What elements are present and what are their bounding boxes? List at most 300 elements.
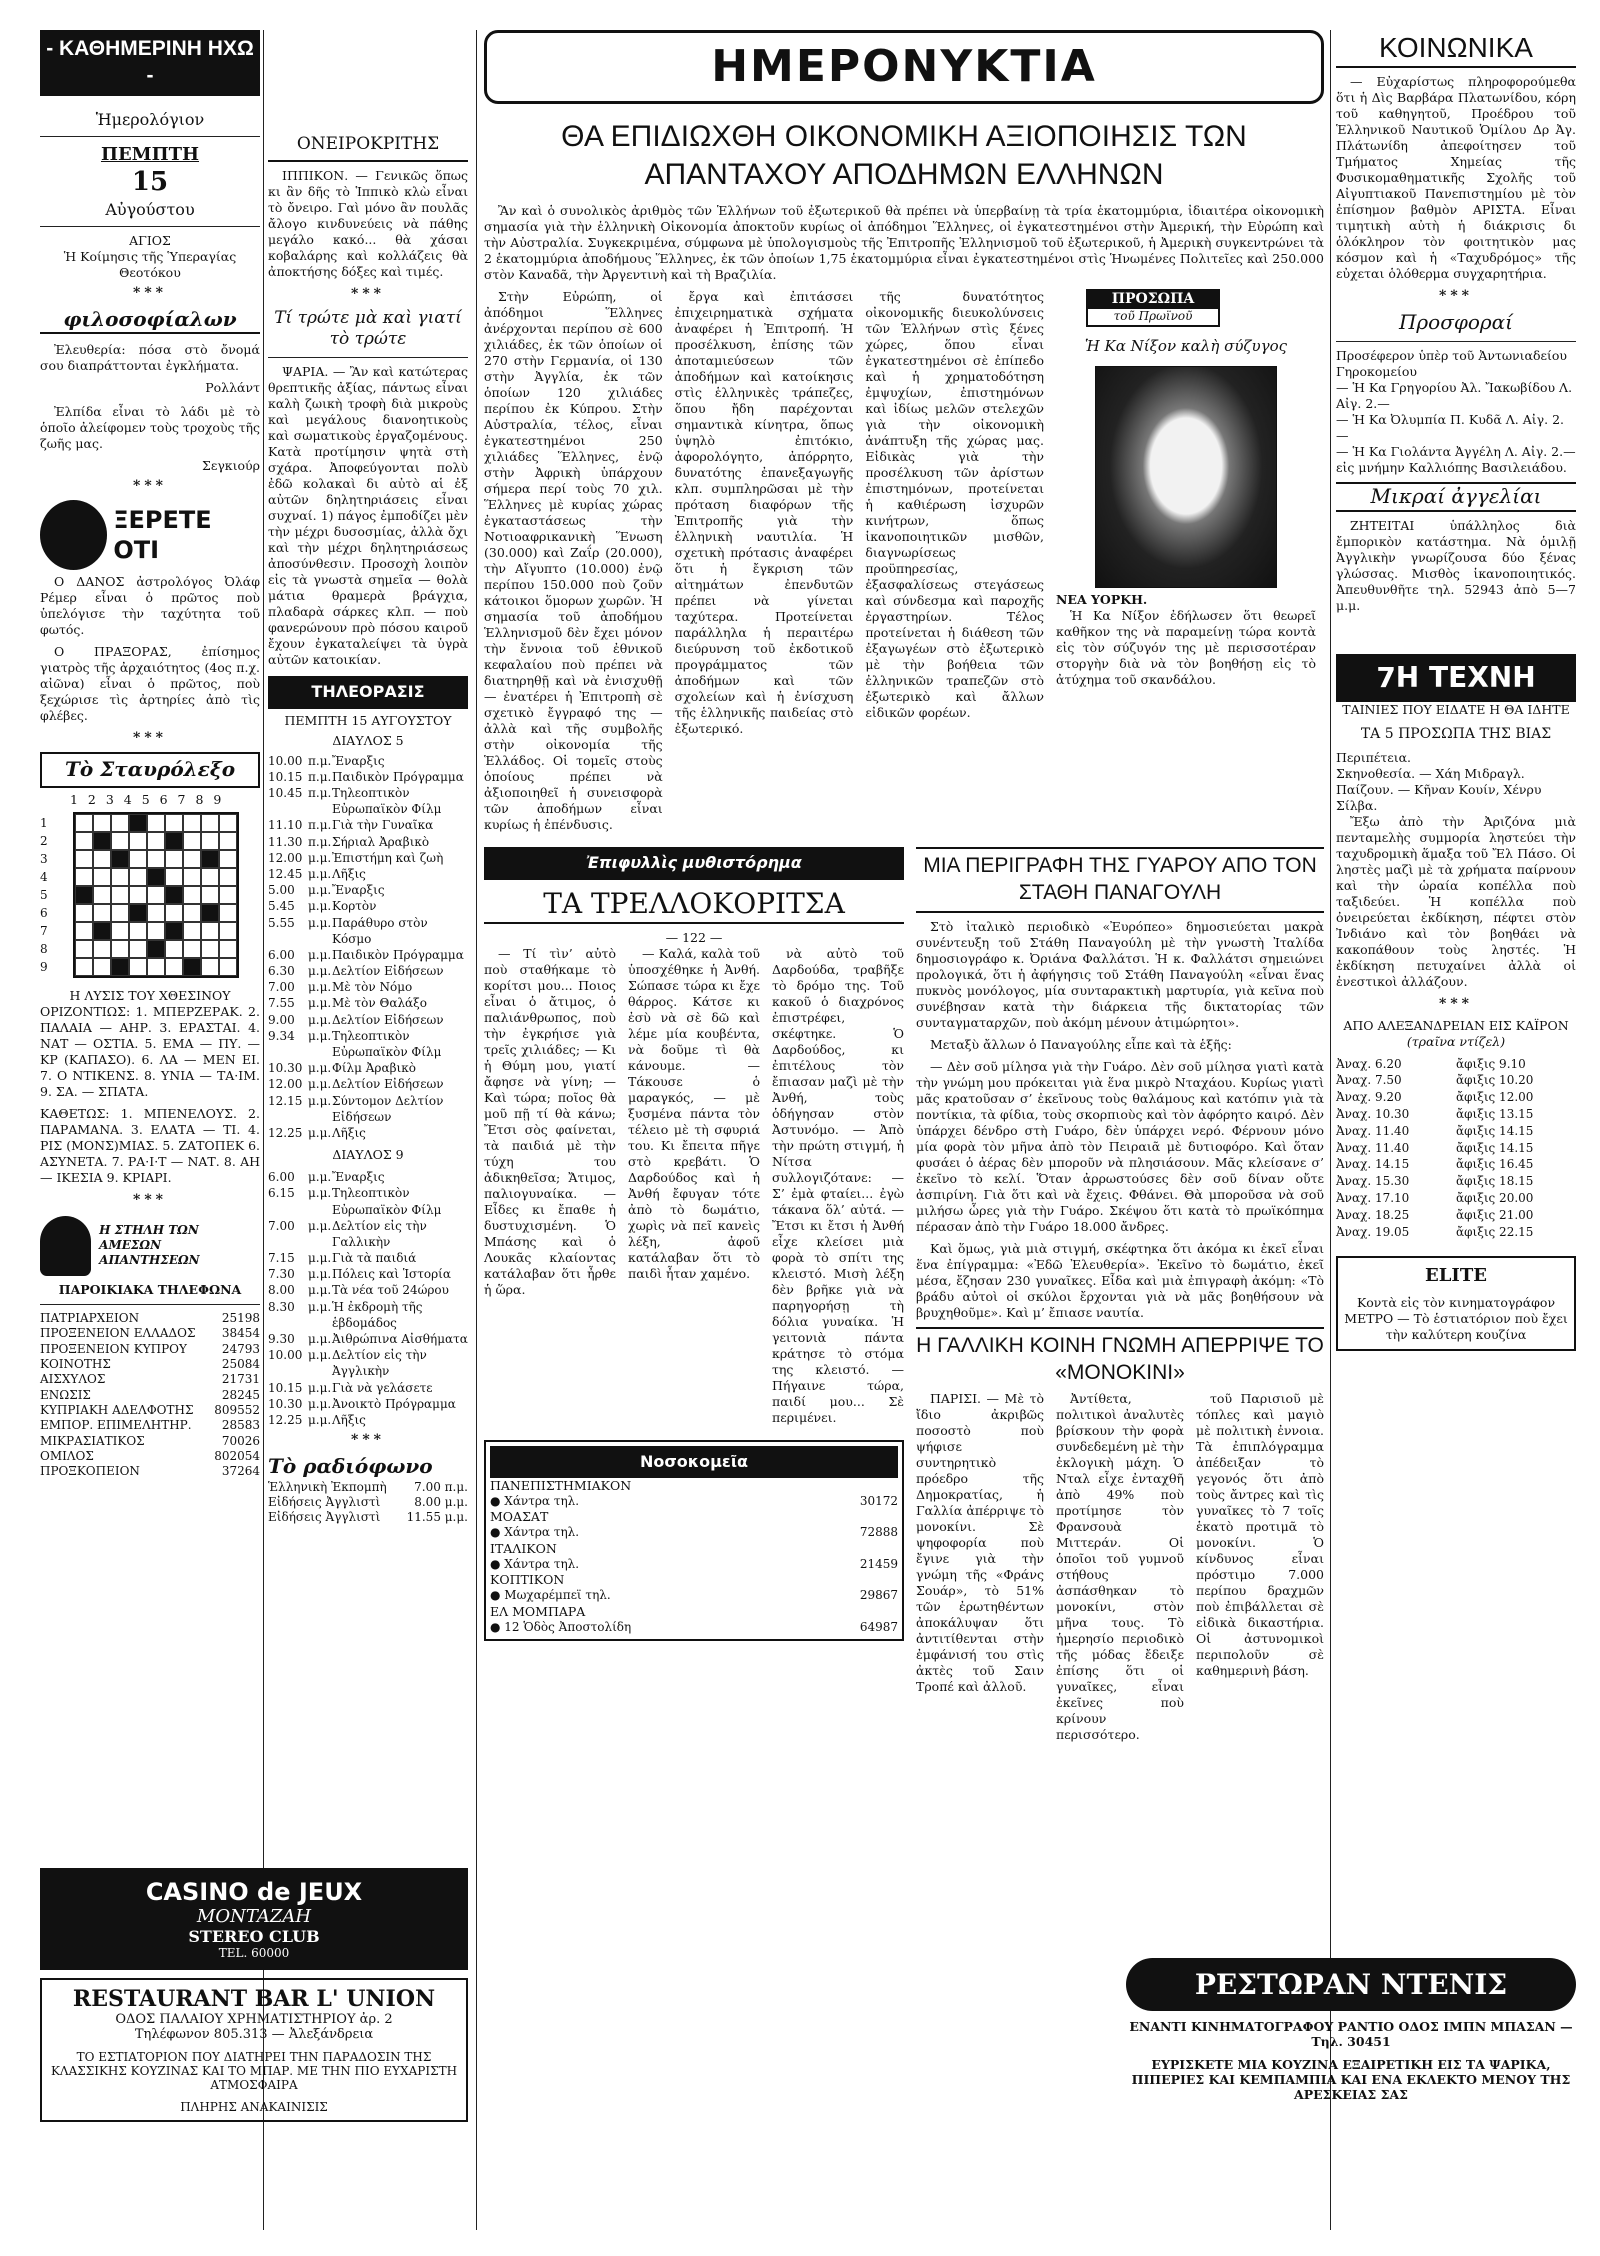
- tv-time: 5.45: [268, 899, 295, 914]
- radio-list: [268, 1480, 468, 1526]
- phone-name: ΑΙΣΧΥΛΟΣ: [40, 1372, 106, 1387]
- train-departure: Ἀναχ. 7.50: [1336, 1073, 1402, 1088]
- tv-time: 12.25: [268, 1412, 303, 1427]
- hospital-row: [490, 1557, 898, 1572]
- tv-program: Ἀνοικτὸ Πρόγραμμα: [332, 1396, 456, 1411]
- casino-line-2: MONTAZAH: [196, 1906, 312, 1927]
- crossword-cell: [129, 904, 147, 922]
- elite-ad: [1336, 1256, 1576, 1351]
- crossword-cell: [219, 904, 237, 922]
- tv-time: 12.25: [268, 1125, 303, 1140]
- crossword-solution-title: Η ΛΥΣΙΣ ΤΟΥ ΧΘΕΣΙΝΟΥ: [69, 987, 231, 1003]
- train-row: [1336, 1140, 1576, 1157]
- tv-program: Τηλεοπτικὸν Εὐρωπαϊκὸν Φίλμ: [332, 1186, 442, 1217]
- casino-tel: TEL. 60000: [218, 1946, 290, 1960]
- hospital-row: [490, 1494, 898, 1509]
- main-article-col-1: Στὴν Εὐρώπη, οἱ ἀπόδημοι Ἕλληνες ἀνέρχονται περίπου σὲ 600 χιλιάδες, ἐκ τῶν ὁποίων οἱ 270 στὴν Γερμανία, οἱ 130 στὴν Ἀγγλία, ἐκ τῶν ὁποίων 120 χιλιάδες περίπου ἐκ Κύπρου. Στὴν Αὐστραλία, τέλος, εἶναι ἐγκατεστημένοι 250 χιλιάδες Ἕλληνες, ἐνῷ στὴν Ἀφρικὴ ὑπάρχουν σήμερα περί τοὺς 70 χιλ. Ἕλληνες μὲ κυρίας χώρας ἐγκαταστάσεως τὴν Νοτιοαφρικανικὴ Ἕνωση (30.000) καὶ Ζαΐρ (20.000), τὴν Αἴγυπτο (10.000) ἐνῷ περίπου 150.000 ποὺ ζοῦν κάτοικοι ὅμορων χωρῶν. Ἡ σημασία τοῦ ἀποδήμου Ἑλληνισμοῦ δὲν ἔχει μόνον τὴν ἔννοια τοῦ ἐθνικοῦ κεφαλαίου ποὺ πρέπει νὰ διατηρηθῇ καὶ νὰ ἐνισχυθῇ — ἐνατέρει ἡ Ἐπιτροπὴ σὲ σχετικὸ ἔγγραφό της — ἀλλὰ καὶ τῆς συμβολῆς στὴν οἰκονομία τῆς Ἑλλάδος. Οἱ τομεῖς στοὺς ὁποίους πρέπει νὰ ἀξιοποιηθεῖ ἡ συνεισφορὰ τῶν ἀποδήμων εἶναι κυρίως ἡ ἐπένδυσις.: [484, 289, 663, 833]
- tv-ampm: μ.μ.: [308, 1267, 332, 1282]
- crossword-cell: [75, 868, 93, 886]
- separator-stars: ***: [133, 730, 167, 747]
- dream-interpreter-text: ΙΠΠΙΚΟΝ. — Γενικῶς ὅπως κι ἂν δῆς τὸ Ἱππικὸ κλὼ εἶναι τὸ ὄνειρο. Γαὶ μόνο ἂν πουλᾶς ἄλογο κινδυνεύεις νὰ πάθης μεγάλο κακό... θὰ χάσαι κοβαλάρης καὶ κολλάζεις θὰ ἀποκτήσης δόξες καὶ τιμές.: [268, 167, 468, 279]
- tv-program: Δελτίον Εἰδήσεων: [332, 1077, 444, 1092]
- train-row: [1336, 1072, 1576, 1089]
- phone-row: [40, 1418, 260, 1433]
- train-departure: Ἀναχ. 11.40: [1336, 1140, 1410, 1155]
- crossword-cell: [183, 814, 201, 832]
- train-arrival: ἄφιξις 18.15: [1456, 1174, 1534, 1189]
- phone-box: [40, 1216, 260, 1276]
- tv-row: [268, 1093, 468, 1125]
- tv-ampm: μ.μ.: [308, 850, 332, 865]
- nyc-dateline: ΝΕΑ ΥΟΡΚΗ.: [1056, 591, 1148, 607]
- tv-row: [268, 1396, 468, 1412]
- crossword-cell: [165, 958, 183, 976]
- tv-time: 7.00: [268, 980, 295, 995]
- crossword-down: ΚΑΘΕΤΩΣ: 1. ΜΠΕΝΕΛΟΥΣ. 2. ΠΑΡΑΜΑΝΑ. 3. ΕΛΑΤΑ — ΤΙ. 4. ΡΙΣ (ΜΟΝΣ)ΜΙΑΣ. 5. ΖΑΤΟΠΕΚ 6. ΑΣΥΝΕΤΑ. 7. ΡΑ·Ι·Τ — ΝΑΤ. 8. ΑΗ — ΙΚΕΣΙΑ 9. ΚΡΙΑΡΙ.: [40, 1105, 260, 1185]
- crossword-cell: [165, 832, 183, 850]
- tv-time: 9.34: [268, 1028, 295, 1043]
- tv-program: Φίλμ Ἀραβικὸ: [332, 1061, 416, 1076]
- tv-time: 8.30: [268, 1299, 295, 1314]
- crossword-cell: [219, 832, 237, 850]
- hospital-phone: 29867: [859, 1588, 898, 1603]
- hospital-phone: 21459: [859, 1556, 898, 1571]
- tv-program: Λῆξις: [332, 1125, 366, 1140]
- tv-ampm: μ.μ.: [308, 883, 332, 898]
- crossword-cell: [129, 850, 147, 868]
- phone-name: ΟΜΙΛΟΣ: [40, 1449, 94, 1464]
- tv-time: 12.00: [268, 1077, 303, 1092]
- tv-ampm: μ.μ.: [308, 1218, 332, 1233]
- train-row: [1336, 1173, 1576, 1190]
- train-row: [1336, 1056, 1576, 1073]
- tv-row: [268, 1250, 468, 1266]
- tv-time: 7.55: [268, 996, 295, 1011]
- restaurant-union-address: ΟΔΟΣ ΠΑΛΑΙΟΥ ΧΡΗΜΑΤΙΣΤΗΡΙΟΥ ἀρ. 2: [115, 2012, 393, 2027]
- tv-ampm: μ.μ.: [308, 1412, 332, 1427]
- hospitals-box: [484, 1440, 904, 1641]
- train-departure: Ἀναχ. 18.25: [1336, 1207, 1410, 1222]
- crossword-cell: [93, 850, 111, 868]
- crossword-row-number: 6: [40, 905, 48, 920]
- crossword-cell: [147, 814, 165, 832]
- crossword-cell: [111, 904, 129, 922]
- tv-row: [268, 1380, 468, 1396]
- train-row: [1336, 1123, 1576, 1140]
- phone-row: [40, 1372, 260, 1387]
- social-heading: ΚΟΙΝΩΝΙΚΑ: [1336, 30, 1576, 68]
- crossword-cell: [93, 886, 111, 904]
- quote-2: Ἐλπίδα εἶναι τὸ λάδι μὲ τὸ ὁποῖο ἀλείφομεν τοὺς τροχοὺς τῆς ζωῆς μας.: [40, 404, 260, 452]
- gyaros-headline: ΜΙΑ ΠΕΡΙΓΡΑΦΗ ΤΗΣ ΓΥΑΡΟΥ ΑΠΟ ΤΟΝ ΣΤΑΘΗ ΠΑΝΑΓΟΥΛΗ: [916, 847, 1324, 913]
- elite-text: Κοντὰ εἰς τὸν κινηματογράφον ΜΕΤΡΟ — Τὸ ἑστιατόριον ποὺ ἔχει τὴν καλύτερη κουζίνα: [1344, 1295, 1568, 1343]
- tv-program: Γιὰ τὴν Γυναῖκα: [332, 818, 434, 833]
- crossword-column-numbers: 1 2 3 4 5 6 7 8 9: [70, 791, 225, 807]
- train-heading: ΑΠΟ ΑΛΕΞΑΝΔΡΕΙΑΝ ΕΙΣ ΚΑΪΡΟΝ: [1343, 1017, 1569, 1033]
- calendar-number: 15: [131, 167, 169, 198]
- phone-number: 25198: [221, 1310, 260, 1325]
- classifieds-heading: Μικραί ἀγγελίαι: [1336, 482, 1576, 512]
- radio-row: [268, 1480, 468, 1495]
- film-actors: Παίζουν. — Κῆναν Κουίν, Χένρυ Σίλβα.: [1336, 781, 1542, 813]
- tv-program: Μὲ τὸν Θαλάξο: [332, 996, 427, 1011]
- tv-time: 10.30: [268, 1396, 303, 1411]
- prosopa-heading: ΠΡΟΣΩΠΑ: [1088, 291, 1218, 309]
- crossword-cell: [93, 922, 111, 940]
- tv-row: [268, 1347, 468, 1379]
- column-right: ΚΟΙΝΩΝΙΚΑ — Εὐχαρίστως πληροφορούμεθα ὅτι ἡ Δὶς Βαρβάρα Πλατωνίδου, κόρη τοῦ καθηγητοῦ, Προέδρου τοῦ Ἑλληνικοῦ Ναυτικοῦ Ὁμίλου Δρ Ἀγ. Πλάτωνίδη ἀπεφοίτησεν τοῦ Τμήματος Χημείας τῆς Φυσικομαθηματικῆς Σχολῆς τοῦ Αἰγυπτιακοῦ Πανεπιστημίου μὲ τὸν ἐπίσημον βαθμὸν ΑΡΙΣΤΑ. Εἶναι τιμητικὴ αὐτὴ ἡ διάκρισις δι ὁλόκληρον τὸν φοιτητικὸν μας κόσμον καὶ ἡ «Ταχυδρόμος» τῆς εὐχεται ὁλόθερμα συγχαρητήρια. *** Προσφοραί Προσέφερον ὑπὲρ τοῦ Ἀντωνιαδείου Γηροκομείου — Ἡ Κα Γρηγορίου Ἀλ. Ἴακωβίδου Λ. Αἰγ. 2.— — Ἡ Κα Ὀλυμπία Π. Κυδᾶ Λ. Αἰγ. 2.— — Ἡ Κα Γιολάντα Ἀγγέλη Λ. Αἰγ. 2.— εἰς μνήμην Καλλιόπης Βασιλειάδου. Μικραί ἀγγελίαι ΖΗΤΕΙΤΑΙ ὑπάλληλος διὰ ἔμπορικὸν κατάστημα. Νὰ ὁμιλῇ Ἀγγλικὴν γνωρίζουσα δύο ξένας γλώσσας. Μισθὸς ἱκανοποιητικός. Ἀπευθυνθῆτε τηλ. 52943 ἀπὸ 5—7 μ.μ. 7Η ΤΕΧΝΗ ΤΑΙΝΙΕΣ ΠΟΥ ΕΙΔΑΤΕ Η ΘΑ ΙΔΗΤΕ ΤΑ 5 ΠΡΟΣΩΠΑ ΤΗΣ ΒΙΑΣ Περιπέτεια. Σκηνοθεσία. — Χάη Μιδραγλ. Παίζουν. — Κῆναν Κουίν, Χένρυ Σίλβα. Ἔξω ἀπὸ τὴν Ἀριζόνα μιὰ πενταμελὴς συμμορία ληστεύει τὴν ταχυδρομικὴ ἅμαξα τοῦ Ἔλ Πάσο. Οἱ ληστὲς μαζὶ μὲ τὰ χρήματα παίρνουν καὶ τὴν ὡραία κοπέλλα ποὺ ταξιδεύει. Ἡ κοπέλλα ποὺ ὀνειρεύεται ἐκδίκηση, πέφτει στὸν Ἰνδιάνο καὶ τὸν βοηθάει νὰ κακοπάθουν τοὺς ληστές. Ἡ ἐκδίκηση πετυχαίνει ἀλλὰ οἱ ἐνεστικοὶ ἀλλάζουν. *** ΑΠΟ ΑΛΕΞΑΝΔΡΕΙΑΝ ΕΙΣ ΚΑΪΡΟΝ (τραῖνα ντίζελ) Ἀναχ. 6.20 ἄφιξις 9.10 Ἀναχ. 7.50 ἄφιξις 10.20 Ἀναχ. 9.20 ἄφιξις 12.00 Ἀναχ. 10.30 ἄφιξις 13.15 Ἀναχ. 11.40 ἄφιξις 14.15 Ἀναχ. 11.40 ἄφιξις 14.15 Ἀναχ. 14.15 ἄφιξις 16.45 Ἀναχ. 15.30 ἄφιξις 18.15 Ἀναχ. 17.10 ἄφιξις 20.00 Ἀναχ. 18.25 ἄφιξις 21.00 Ἀναχ. 19.05 ἄφιξις 22.15 ELITE Κοντὰ εἰς τὸν κινηματογράφον ΜΕΤΡΟ — Τὸ ἑστιατόριον ποὺ ἔχει τὴν καλύτερη κουζίνα: [1336, 30, 1576, 2230]
- tv-ampm: μ.μ.: [308, 947, 332, 962]
- crossword-cell: [129, 832, 147, 850]
- train-subheading: (τραῖνα ντίζελ): [1406, 1033, 1506, 1049]
- tv-ampm: π.μ.: [308, 834, 332, 849]
- philosophy-heading: φιλοσοφίαλων: [40, 307, 260, 335]
- train-departure: Ἀναχ. 15.30: [1336, 1174, 1410, 1189]
- phone-number: 25084: [221, 1356, 260, 1371]
- tv-ampm: π.μ.: [308, 769, 332, 784]
- crossword-cell: [75, 922, 93, 940]
- crossword-cell: [75, 832, 93, 850]
- novel-tag: Ἐπιφυλλὶς μυθιστόρημα: [484, 847, 904, 879]
- crossword-cell: [129, 814, 147, 832]
- offerings-heading: Προσφοραί: [1398, 309, 1514, 334]
- phone-number: 21731: [221, 1372, 260, 1387]
- crossword-cell: [165, 940, 183, 958]
- train-departure: Ἀναχ. 11.40: [1336, 1123, 1410, 1138]
- tv-row: [268, 1060, 468, 1076]
- crossword-cell: [219, 814, 237, 832]
- crossword-cell: [75, 814, 93, 832]
- tv-time: 6.30: [268, 964, 295, 979]
- crossword-cell: [201, 814, 219, 832]
- tv-row: [268, 915, 468, 947]
- tv-row: [268, 1185, 468, 1217]
- tv-program: Σήριαλ Ἀραβικὸ: [332, 834, 430, 849]
- offerings-intro: Προσέφερον ὑπὲρ τοῦ Ἀντωνιαδείου Γηροκομείου: [1336, 348, 1568, 380]
- tv-ampm: μ.μ.: [308, 1077, 332, 1092]
- tv-time: 11.30: [268, 834, 303, 849]
- tv-program: Ἔναρξις: [332, 1170, 385, 1185]
- hospital-address: ● Χάντρα τηλ.: [490, 1494, 580, 1509]
- tv-row: [268, 866, 468, 882]
- tv-program: Παράθυρο στὸν Κόσμο: [332, 915, 428, 946]
- tv-ampm: μ.μ.: [308, 1380, 332, 1395]
- phone-name: ΚΥΠΡΙΑΚΗ ΑΔΕΛΦΟΤΗΣ: [40, 1402, 194, 1417]
- phone-row: [40, 1311, 260, 1326]
- tv-time: 8.00: [268, 1283, 295, 1298]
- tv-time: 10.15: [268, 1380, 303, 1395]
- tv-row: [268, 898, 468, 914]
- tv-program: Δελτίον Εἰδήσεων: [332, 1012, 444, 1027]
- film-genre: Περιπέτεια.: [1336, 749, 1412, 765]
- tv-row: [268, 1282, 468, 1298]
- main-article-col-3: τῆς δυνατότητος οἰκονομικῆς διευκολύνσεις τῶν Ἑλλήνων στὶς ξένες χώρες, ὅπου εἶναι ἐγκατεστημένοι σὲ ἐπίπεδο καὶ ἡ χρηματοδότηση ἐμψυχίων, ἐπιστημόνων καὶ ἰδίως μελῶν στελεχῶν γιὰ τὴν οἰκονομικὴ ἀνάπτυξη τῆς χώρας μας. Εἰδικὰς γιὰ τὴν προσέλκυση τῶν ἀρίστων ἐπιστημόνων, προτείνεται ἡ καθιέρωση ἰσχυρῶν κινήτρων, ὅπως ἱκανοποιητικῶν μισθῶν, διαγνωρίσεως προϋπηρεσίας, ἐξασφαλίσεως στεγάσεως καὶ σύνδεσμα καὶ παροχῆς ἐργαστηρίων. Τέλος προτείνεται ἡ διάθεση τῶν ἐξαγωγέων στὸ ἐξωτερικὸ μὲ τὴν βοήθεια τῶν ἐλληνικῶν τραπεζῶν στὸ ἐξωτερικὸ καὶ ἄλλων εἰδικῶν φορέων.: [865, 289, 1045, 721]
- quote-1: Ἐλευθερία: πόσα στὸ ὄνομά σου διαπράττονται ἐγκλήματα.: [40, 342, 260, 374]
- tv-row: [268, 1169, 468, 1185]
- crossword-cell: [165, 814, 183, 832]
- train-departure: Ἀναχ. 10.30: [1336, 1106, 1410, 1121]
- phone-row: [40, 1342, 260, 1357]
- crossword-cell: [147, 904, 165, 922]
- crossword-row-number: 7: [40, 923, 48, 938]
- tv-program: Τηλεοπτικὸν Εὐρωπαϊκὸν Φίλμ: [332, 1028, 442, 1059]
- column-rule: [476, 30, 477, 2230]
- phone-number: 809552: [214, 1402, 260, 1417]
- tv-time: 10.15: [268, 769, 303, 784]
- train-arrival: ἄφιξις 13.15: [1456, 1106, 1534, 1121]
- phone-name: ΕΝΩΣΙΣ: [40, 1387, 91, 1402]
- crossword-cell: [93, 940, 111, 958]
- hospitals-heading: Νοσοκομεῖα: [490, 1446, 898, 1478]
- tv-row: [268, 850, 468, 866]
- crossword-cell: [93, 904, 111, 922]
- hospital-name: ΠΑΝΕΠΙΣΤΗΜΙΑΚΟΝ: [490, 1478, 632, 1494]
- separator-stars: ***: [133, 1191, 167, 1208]
- main-headline: ΘΑ ΕΠΙΔΙΩΧΘΗ ΟΙΚΟΝΟΜΙΚΗ ΑΞΙΟΠΟΙΗΣΙΣ ΤΩΝ ΑΠΑΝΤΑΧΟΥ ΑΠΟΔΗΜΩΝ ΕΛΛΗΝΩΝ: [561, 120, 1247, 191]
- tv-row: [268, 834, 468, 850]
- crossword-row-number: 9: [40, 959, 48, 974]
- gyaros-p3: — Δὲν σοῦ μίλησα γιὰ τὴν Γυάρο. Δὲν σοῦ μίλησα γιατὶ κατὰ τὴν γνώμη μου πρόκειται γιὰ ἕνα μικρὸ Νταχάου. Κυρίως γιατὶ μᾶς κρατοῦσαν σ’ ἐκεῖνους τοὺς θαλάμους καὶ κατόπιν γιὰ τὰ ποντίκια, τὰ φίδια, τοὺς σκορπιοὺς καὶ τὸν ἀφόρητο καιρό. Δὲν ὑπάρχει δένδρο στὴ Γυάρο, δὲν ὑπάρχει νερό. Φέρνουν μόνο μία φορὰ τὸν μῆνα ἀπὸ τὸν Πειραιᾶ μὲ δυτιοφόρο. Καὶ ὅταν φυσάει ὁ ἀέρας δὲν μποροῦν νὰ πλησιάσουν. Μᾶς κλείσανε σ’ ἐκεῖνο τὸ κελί. Ὅταν ἀρρωστούσες δὲν σοῦ δίναν οὔτε ἀσπιρίνη. Γιὰ ὅτι καὶ νὰ ἔχεις. Φθάνει. Θὰ μποροῦσα νὰ σοῦ μιλήσω ὧρες γιὰ τὴν Γυάρο. Σκέψου ὅτι κατὰ τὸ πρωϊκόπημα πέρασαν ἀπὸ τὴν Γυάρο 18.000 ἄνδρες.: [916, 1059, 1324, 1235]
- phone-name: ΠΡΟΞΚΟΠΕΙΟΝ: [40, 1464, 140, 1479]
- crossword-cell: [183, 832, 201, 850]
- tv-ampm: μ.μ.: [308, 866, 332, 881]
- phone-box-text: Η ΣΤΗΛΗ ΤΩΝ ΑΜΕΣΩΝ ΑΠΑΝΤΗΣΕΩΝ: [99, 1222, 200, 1268]
- tv-program: Κορτὸν: [332, 899, 377, 914]
- seventh-art-heading: 7Η ΤΕΧΝΗ: [1336, 654, 1576, 702]
- tv-program: Ἔναρξις: [332, 883, 385, 898]
- tv-ampm: μ.μ.: [308, 1028, 332, 1043]
- crossword-cell: [111, 958, 129, 976]
- gyaros-p1: Στὸ ἰταλικὸ περιοδικὸ «Ἐυρόπεο» δημοσιεύεται μακρὰ συνέντευξη τοῦ Στάθη Παναγούλη μὲ τὴν γνωστὴ Ἰταλίδα δημοσιογράφο κ. Ὀριάνα Φαλλάτσι. Ἡ κ. Φαλλάτσι σημειώνει προλογικά, ὅτι ἡ ἀφήγησις τοῦ Στάθη Παναγούλη «εἶναι ἕνας πυκνὸς μονόλογος, μία συνταρακτικὴ μαρτυρία, γιὰ κεῖνα ποὺ συνέβησαν κατὰ τὴν διάρκεια τῆς δικτατορίας τῶν συνταγματαρχῶν, ποὺ ἀκόμη μένουν ἀτιμώρητοι».: [916, 919, 1324, 1031]
- radio-program: Εἰδήσεις Ἀγγλιστὶ: [268, 1494, 381, 1509]
- tv-time: 5.55: [268, 915, 295, 930]
- cartoon-figure-icon: [40, 500, 107, 570]
- crossword-row-number: 3: [40, 851, 48, 866]
- tv-program: Γιὰ νὰ γελάσετε: [332, 1380, 433, 1395]
- radio-program: Ἑλληνικὴ Ἐκπομπὴ: [268, 1479, 387, 1494]
- crossword-cell: [219, 868, 237, 886]
- phone-row: [40, 1357, 260, 1372]
- crossword-cell: [183, 868, 201, 886]
- crossword-cell: [93, 814, 111, 832]
- radio-row: [268, 1495, 468, 1510]
- offering-item: — Ἡ Κα Γιολάντα Ἀγγέλη Λ. Αἰγ. 2.— εἰς μνήμην Καλλιόπης Βασιλειάδου.: [1336, 444, 1576, 476]
- tv-row: [268, 882, 468, 898]
- dream-interpreter-heading: ΟΝΕΙΡΟΚΡΙΤΗΣ: [268, 130, 468, 162]
- phone-number: 70026: [221, 1433, 260, 1448]
- film-text: Ἔξω ἀπὸ τὴν Ἀριζόνα μιὰ πενταμελὴς συμμορία ληστεύει τὴν ταχυδρομικὴ ἅμαξα τοῦ Ἔλ Πάσο. Οἱ ληστὲς μαζὶ μὲ τὰ χρήματα παίρνουν καὶ τὴν ὡραία κοπέλλα ποὺ ταξιδεύει. Ἡ κοπέλλα ποὺ ὀνειρεύεται ἐκδίκηση, πέφτει στὸν Ἰνδιάνο καὶ τὸν βοηθάει νὰ κακοπάθουν τοὺς ληστές. Ἡ ἐκδίκηση πετυχαίνει ἀλλὰ οἱ ἐνεστικοὶ ἀλλάζουν.: [1336, 813, 1576, 989]
- crossword: [40, 808, 260, 982]
- novel-col-3: νὰ αὐτὸ τοῦ Δαρδούδα, τραβῆξε τὸ δρόμο της. Τοῦ κακοῦ ὁ διαχρόνος ἐπιστρέφει, σκέφτηκε. Ὁ Δαρδούδος, κι ἐπιτέλους τὸν ἔπιασαν μαζὶ μὲ τὴν Ἀνθή, τοὺς ὁδήγησαν στὸν Ἀστυνόμο. — Ἀπὸ τὴν πρώτη στιγμή, ἡ Νίτσα συλλογιζότανε: — Σ’ ἐμὰ φταίει... ἐγὼ τάκανα ὅλ’ αὐτά. — Ἔτσι κι ἔτσι ἡ Ἀνθή εἶχε κλείσει μιὰ φορὰ τὸ σπίτι της κλειστό. Μισὴ λέξη δὲν βρῆκε γιὰ νὰ παρηγορήσῃ τὴ δόλια γυναίκα. Ἡ γειτονιὰ πάντα κράτησε τὸ στόμα της κλειστό. — Πήγαινε τώρα, παιδί μου... Σὲ περιμένει.: [772, 945, 904, 1425]
- hospital-address: ● Χάντρα τηλ.: [490, 1556, 580, 1571]
- tv-row: [268, 995, 468, 1011]
- tv-channel-5: ΔΙΑΥΛΟΣ 5: [332, 732, 404, 748]
- crossword-cell: [219, 940, 237, 958]
- crossword-row-number: 8: [40, 941, 48, 956]
- food-text: ΨΑΡΙΑ. — Ἂν καὶ κατώτερας θρεπτικῆς ἀξίας, πάντως εἶναι καλὴ ζωικὴ τροφὴ διὰ μικροὺς καὶ μεγάλους διανοητικοὺς καὶ σωματικοὺς ἐργαζομένους. Κατὰ προτίμησιν ψητὰ στὴ σχάρα. Ἀποφεύγονται πολὺ ἐδῶ κολακαὶ δι αὐτὸ αἱ ἐξ αὐτῶν δηλητηριάσεις εἶναι συχναί. 1) πάγος ἐμποδίζει μὲν τὴν μέχρι δυσοσμίας, ἀλλὰ ὄχι καὶ τὴν μέχρι δηλητηριάσεως ἀποσύνθεσιν. Προσοχὴ λοιπὸν εἰς τὰ γνωστὰ σημεῖα — θολὰ μάτια θραμερὰ βράγχια, πλαδαρὰ σάρκες κλπ. — ποὺ φανερώνουν πρὸ πόσου καιροῦ ἔχουν ἐγκαταλείψει τὰ ὑγρὰ αὐτῶν κατοικίαν.: [268, 364, 468, 668]
- train-arrival: ἄφιξις 16.45: [1456, 1157, 1534, 1172]
- hospital-address: ● Μωχαρέμπεϊ τηλ.: [490, 1588, 611, 1603]
- gyaros-p2: Μεταξὺ ἄλλων ὁ Παναγούλης εἶπε καὶ τὰ ἑξῆς:: [930, 1037, 1232, 1053]
- phone-row: [40, 1388, 260, 1403]
- crossword-cell: [111, 922, 129, 940]
- lower-center: [484, 847, 1324, 1749]
- tv-time: 10.00: [268, 1348, 303, 1363]
- community-phones-heading: ΠΑΡΟΙΚΙΑΚΑ ΤΗΛΕΦΩΝΑ: [58, 1281, 242, 1297]
- crossword-cell: [201, 958, 219, 976]
- crossword-cell: [201, 886, 219, 904]
- tv-program: Παιδικὸν Πρόγραμμα: [332, 769, 464, 784]
- column-second: ΟΝΕΙΡΟΚΡΙΤΗΣ ΙΠΠΙΚΟΝ. — Γενικῶς ὅπως κι ἂν δῆς τὸ Ἱππικὸ κλὼ εἶναι τὸ ὄνειρο. Γαὶ μόνο ἂν πουλᾶς ἄλογο κινδυνεύεις νὰ πάθης μεγάλο κακό... θὰ χάσαι κοβαλάρης καὶ κολλάζεις θὰ ἀποκτήσης δόξες καὶ τιμές. *** Τί τρώτε μὰ καὶ γιατί τὸ τρώτε ΨΑΡΙΑ. — Ἂν καὶ κατώτερας θρεπτικῆς ἀξίας, πάντως εἶναι καλὴ ζωικὴ τροφὴ διὰ μικροὺς καὶ μεγάλους διανοητικοὺς καὶ σωματικοὺς ἐργαζομένους. Κατὰ προτίμησιν ψητὰ στὴ σχάρα. Ἀποφεύγονται πολὺ ἐδῶ κολακαὶ δι αὐτὸ αἱ ἐξ αὐτῶν δηλητηριάσεις εἶναι συχναί. 1) πάγος ἐμποδίζει μὲν τὴν μέχρι δυσοσμίας, ἀλλὰ ὄχι καὶ τὴν μέχρι δηλητηριάσεως ἀποσύνθεσιν. Προσοχὴ λοιπὸν εἰς τὰ γνωστὰ σημεῖα — θολὰ μάτια θραμερὰ βράγχια, πλαδαρὰ σάρκες κλπ. — ποὺ φανερώνουν πρὸ πόσου καιροῦ ἔχουν ἐγκαταλείψει τὰ ὑγρὰ αὐτῶν κατοικίαν. ΤΗΛΕΟΡΑΣΙΣ ΠΕΜΠΤΗ 15 ΑΥΓΟΥΣΤΟΥ ΔΙΑΥΛΟΣ 5 10.00 π.μ. Ἔναρξις 10.15 π.μ. Παιδικὸν Πρόγραμμα 10.45 π.μ. Τηλεοπτικὸν Εὐρωπαϊκὸν Φίλμ 11.10 π.μ. Γιὰ τὴν Γυναῖκα 11.30 π.μ. Σήριαλ Ἀραβικὸ 12.00 μ.μ. Ἐπιστήμη καὶ ζωὴ 12.45 μ.μ. Λῆξις 5.00 μ.μ. Ἔναρξις 5.45 μ.μ. Κορτὸν 5.55 μ.μ. Παράθυρο στὸν Κόσμο 6.00 μ.μ. Παιδικὸν Πρόγραμμα 6.30 μ.μ. Δελτίον Εἰδήσεων 7.00 μ.μ. Μὲ τὸν Νόμο 7.55 μ.μ. Μὲ τὸν Θαλάξο 9.00 μ.μ. Δελτίον Εἰδήσεων 9.34 μ.μ. Τηλεοπτικὸν Εὐρωπαϊκὸν Φίλμ 10.30 μ.μ. Φίλμ Ἀραβικὸ 12.00 μ.μ. Δελτίον Εἰδήσεων 12.15 μ.μ. Σύντομον Δελτίον Εἰδήσεων 12.25 μ.μ. Λῆξις ΔΙΑΥΛΟΣ 9 6.00 μ.μ. Ἔναρξις 6.15 μ.μ. Τηλεοπτικὸν Εὐρωπαϊκὸν Φίλμ 7.00 μ.μ. Δελτίον εἰς τὴν Γαλλικὴν 7.15 μ.μ. Γιὰ τὰ παιδιά 7.30 μ.μ. Πόλεις καὶ Ἱστορία 8.00 μ.μ. Τὰ νέα τοῦ 24ώρου 8.30 μ.μ. Ἡ ἐκδρομὴ τῆς ἑβδομάδος 9.30 μ.μ. Ἀιθρώπινα Αἰσθήματα 10.00 μ.μ. Δελτίον εἰς τὴν Ἀγγλικὴν 10.15 μ.μ. Γιὰ νὰ γελάσετε 10.30 μ.μ. Ἀνοικτὸ Πρόγραμμα 12.25 μ.μ. Λῆξις *** Τὸ ραδιόφωνο Ἑλληνικὴ Ἐκπομπὴ 7.00 π.μ. Εἰδήσεις Ἀγγλιστὶ 8.00 μ.μ. Εἰδήσεις Ἀγγλιστὶ 11.55 μ.μ.: [268, 30, 468, 1340]
- tv-row: [268, 1125, 468, 1141]
- prosopa-subheading: τοῦ Πρωϊνοῦ: [1113, 309, 1193, 324]
- crossword-cell: [93, 832, 111, 850]
- hospital-phone: 30172: [859, 1494, 898, 1509]
- crossword-cell: [111, 832, 129, 850]
- telephone-icon: [40, 1216, 91, 1276]
- tv-program: Λῆξις: [332, 1412, 366, 1427]
- tv-ampm: μ.μ.: [308, 1251, 332, 1266]
- tv-program: Ἀιθρώπινα Αἰσθήματα: [332, 1332, 468, 1346]
- main-article-columns: [484, 289, 1044, 839]
- calendar-day: ΠΕΜΠΤΗ: [100, 144, 200, 166]
- xerete-heading: ΞΕΡΕΤΕ ΟΤΙ: [113, 505, 212, 565]
- calendar-month: Αὐγούστου: [105, 199, 195, 219]
- tv-row: [268, 1028, 468, 1060]
- nixon-photo: [1095, 366, 1277, 588]
- crossword-cell: [201, 922, 219, 940]
- film-director: Σκηνοθεσία. — Χάη Μιδραγλ.: [1336, 765, 1525, 781]
- tv-channel-9: ΔΙΑΥΛΟΣ 9: [332, 1147, 404, 1163]
- monokini-col-1: ΠΑΡΙΣΙ. — Μὲ τὸ ἴδιο ἀκριβῶς ποσοστὸ ποὺ ψήφισε συντηρητικὸ πρόεδρο τῆς Δημοκρατίας, ἡ Γαλλία ἀπέρριψε τὸ μονοκίνι. Σὲ ψηφοφορία ποὺ ἔγινε γιὰ τὴν γνώμη τῆς «Φράνς Σουάρ», τὸ 51% τῶν ἐρωτηθέντων ἀποκάλυψαν ὅτι ἀντιτίθενται στὴν ἐμφάνισή του στὶς ἀκτὲς τοῦ Σαιν Τροπέ καὶ ἀλλοῦ.: [916, 1390, 1044, 1694]
- casino-ad: [40, 1868, 468, 1970]
- tv-time: 10.30: [268, 1061, 303, 1076]
- crossword-cell: [183, 922, 201, 940]
- tv-program: Ἔναρξις: [332, 753, 385, 768]
- calendar-title: Ἡμερολόγιον: [95, 109, 205, 129]
- train-departure: Ἀναχ. 9.20: [1336, 1090, 1402, 1105]
- radio-row: [268, 1510, 468, 1525]
- tv-row: [268, 979, 468, 995]
- hospital-row: [490, 1620, 898, 1635]
- tv-ampm: μ.μ.: [308, 1299, 332, 1314]
- tv-time: 11.10: [268, 818, 303, 833]
- crossword-row-number: 4: [40, 869, 48, 884]
- crossword-cell: [111, 940, 129, 958]
- crossword-cell: [165, 850, 183, 868]
- train-row: [1336, 1207, 1576, 1224]
- phone-name: ΠΡΟΞΕΝΕΙΟΝ ΚΥΠΡΟΥ: [40, 1341, 187, 1356]
- classifieds-text: ΖΗΤΕΙΤΑΙ ὑπάλληλος διὰ ἔμπορικὸν κατάστημα. Νὰ ὁμιλῇ Ἀγγλικὴν γνωρίζουσα δύο ξένας γλώσσας. Μισθὸς ἱκανοποιητικός. Ἀπευθυνθῆτε τηλ. 52943 ἀπὸ 5—7 μ.μ.: [1336, 517, 1576, 613]
- tv-ampm: μ.μ.: [308, 1396, 332, 1411]
- tv-program: Ἐπιστήμη καὶ ζωὴ: [332, 850, 444, 865]
- novel-columns: [484, 946, 904, 1432]
- crossword-cell: [219, 850, 237, 868]
- column-center: [484, 30, 1324, 2230]
- train-row: [1336, 1089, 1576, 1106]
- food-heading: Τί τρώτε μὰ καὶ γιατί τὸ τρώτε: [274, 307, 462, 350]
- main-article-col-2: ἔργα καὶ ἐπιτάσσει ἐπιχειρηματικὰ σχήματα ἀναφέρει ἡ Ἐπιτροπή. Ἡ προσέλκυση, ἐπίσης τῶν ἀποταμιεύσεων τῶν ἀποδήμων καὶ κατοίκησις στὶς ἑλληνικὲς τράπεζες, ὅπου ἤδη παρέχονται σημαντικὰ κίνητρα, ὅπως ὑψηλὸ ἐπιτόκιο, ἀφορολόγητο, ἀπόρρητο, δυνατότης ἐπανεξαγωγῆς κλπ. συμπληρῶσαι μὲ τὴν πρόταση διαφόρων τῆς Ἐπιτροπῆς γιὰ τὴν ἑλληνικὴ ναυτιλία. Ἡ σχετικὴ πρότασις ἀναφέρει ὅτι ἡ ἔγκριση τῶν αἰτημάτων ἐπενδυτῶν πρέπει νὰ γίνεται ταχύτερα. Προτείνεται παράλληλα ἡ περαιτέρω διεύρυνση τοῦ ἐκδοτικοῦ προγράμματος τῶν ἀποδήμων καὶ τῶν σχολείων καὶ ἡ ἐνίσχυση τῆς ἑλληνικῆς παιδείας στὸ ἐξωτερικό.: [674, 289, 854, 737]
- tv-program: Λῆξις: [332, 866, 366, 881]
- hospital-phone: 72888: [859, 1525, 898, 1540]
- crossword-row-numbers: [40, 808, 48, 982]
- crossword-row-number: 2: [40, 833, 48, 848]
- crossword-cell: [111, 868, 129, 886]
- train-departure: Ἀναχ. 19.05: [1336, 1224, 1410, 1239]
- right-center-stories: [916, 847, 1324, 1749]
- monokini-headline: Η ΓΑΛΛΙΚΗ ΚΟΙΝΗ ΓΝΩΜΗ ΑΠΕΡΡΙΨΕ ΤΟ «ΜΟΝΟΚΙΝΙ»: [916, 1327, 1324, 1391]
- crossword-cell: [93, 958, 111, 976]
- tv-time: 12.45: [268, 866, 303, 881]
- restaurant-union-ad: [40, 1978, 468, 2122]
- tv-row: [268, 963, 468, 979]
- main-article-lead: Ἂν καὶ ὁ συνολικὸς ἀριθμὸς τῶν Ἑλλήνων τοῦ ἐξωτερικοῦ θὰ πρέπει νὰ ὑπερβαίνῃ τὰ τρία ἑκατομμύρια, ἰδιαιτέρα οἰκονομικὴ σημασία γιὰ τὴν ἑλληνικὴ Οἰκονομία ἀποκτοῦν κυρίως οἱ ἀπόδημοι Ἕλληνες, οἱ ἐγκατεστημένοι στὴν Ἀμερική, τὴν Εὐρώπη καὶ τὴν Αὐστραλία. Συγκεκριμένα, σύμφωνα μὲ ὑπολογισμοὺς τῆς Ἐπιτροπῆς Ἑλληνισμοῦ τοῦ ἐξωτερικοῦ, ἡ Ἀμερικὴ συγκεντρώνει τὰ 2 ἑκατομμύρια ἀποδήμους Ἕλληνες, ἐκ τῶν ὁποίων 1,75 ἑκατομμύρια εἶναι ἐγκατεστημένοι στὶς Ἡνωμένες Πολιτεῖες καὶ 250.000 στὸν Καναδᾶ, τὴν Ἀργεντινὴ καὶ τὴ Βραζιλία.: [484, 203, 1324, 283]
- quote-2-author: Σεγκιούρ: [202, 458, 260, 474]
- community-phones-list: [40, 1311, 260, 1480]
- crossword-cell: [201, 850, 219, 868]
- denis-ad: [1126, 1950, 1576, 2102]
- monokini-col-3: τοῦ Παρισιοῦ μὲ τόπλες καὶ μαγιὸ μὲ πολιτικὴ ἐννοια. Τὰ ἐπιπλόγραμμα ἀπέδειξαν τὸ γεγονός ὅτι ἀπὸ τοὺς ἄντρες καὶ τὶς γυναῖκες τὸ 7 τοῖς ἑκατὸ προτιμᾶ τὸ μονοκίνι. Ὁ κίνδυνος εἶναι πρόστιμο 7.000 περίπου δραχμῶν ποὺ ἐπιβάλλεται σὲ εἰδικὰ δικαστήρια. Οἱ ἀστυνομικοὶ περιπολοῦν σὲ καθημερινὴ βάση.: [1196, 1390, 1324, 1678]
- phone-number: 28245: [221, 1387, 260, 1402]
- crossword-cell: [129, 922, 147, 940]
- tv-ampm: μ.μ.: [308, 1012, 332, 1027]
- phone-row: [40, 1403, 260, 1418]
- denis-address: ΕΝΑΝΤΙ ΚΙΝΗΜΑΤΟΓΡΑΦΟΥ ΡΑΝΤΙΟ ΟΔΟΣ ΙΜΠΝ ΜΠΑΣΑΝ — Τηλ. 30451: [1129, 2019, 1573, 2049]
- crossword-cell: [183, 850, 201, 868]
- train-departure: Ἀναχ. 17.10: [1336, 1190, 1410, 1205]
- crossword-cell: [111, 814, 129, 832]
- train-arrival: ἄφιξις 20.00: [1456, 1190, 1534, 1205]
- tv-channel-9-list: [268, 1169, 468, 1428]
- hospital-row: [490, 1588, 898, 1603]
- crossword-cell: [147, 922, 165, 940]
- main-article-row: [484, 289, 1324, 839]
- hospital-row: [490, 1525, 898, 1540]
- phone-name: ΜΙΚΡΑΣΙΑΤΙΚΟΣ: [40, 1433, 145, 1448]
- phone-name: ΚΟΙΝΟΤΗΣ: [40, 1356, 111, 1371]
- tv-row: [268, 1331, 468, 1347]
- separator-stars: ***: [133, 284, 167, 301]
- crossword-row-number: 1: [40, 815, 48, 830]
- tv-row: [268, 785, 468, 817]
- novel-number: — 122 —: [665, 929, 723, 945]
- crossword-cell: [93, 868, 111, 886]
- elite-heading: ELITE: [1425, 1265, 1487, 1287]
- radio-time: 11.55 μ.μ.: [406, 1510, 468, 1525]
- tv-program: Παιδικὸν Πρόγραμμα: [332, 947, 464, 962]
- crossword-cell: [201, 940, 219, 958]
- tv-program: Γιὰ τὰ παιδιά: [332, 1251, 417, 1266]
- crossword-cell: [75, 850, 93, 868]
- tv-ampm: μ.μ.: [308, 1093, 332, 1108]
- novel-col-2: — Καλά, καλὰ τοῦ ὑποσχέθηκε ἡ Ἀνθή. Σώπασε τώρα κι ἔχε θάρρος. Κάτσε κι ἐσὺ νὰ σὲ δῶ καὶ λέμε μία κουβέντα, νὰ δοῦμε τὶ θὰ κάνουμε. — Τάκουσε ὁ μαραγκός, — μὲ ξυσμένα πάντα τὸν τέλειο μὲ τὴ σφυριά του. Κι ἔπειτα πῆγε στὸ κρεβάτι. Ὁ Δαρδούδος καὶ ἡ Ἀνθή ἔφυγαν τότε ἀπὸ τὸ δωμάτιο, χωρὶς νὰ πεῖ κανεὶς λέξη, ἀφοῦ κατάλαβαν ὅτι τὸ παιδὶ ἦταν χαμένο.: [628, 945, 760, 1281]
- crossword-cell: [75, 886, 93, 904]
- tv-time: 10.00: [268, 753, 303, 768]
- hospital-address: ● 12 Ὁδὸς Ἀποστολίδη: [490, 1619, 632, 1634]
- gyaros-p4: Καὶ ὅμως, γιὰ μιὰ στιγμή, σκέφτηκα ὅτι ἀκόμα κι ἐκεῖ εἶναι ἕνα ἐπίγραμμα: «Ἐδῶ Ἐλευθερία». Ἐκεῖνο τὸ δωμάτιο, ἐκεῖ μέσα, ἔζησαν 230 γυναῖκες. Εἶδα καὶ μιὰ ἐπιγραφὴ ἀκόμη: «Τὸ βράδυ αὐτοὶ οἱ σκύλοι ἔρχονται γιὰ νὰ μᾶς βοηθήσουν νὰ βρυχηθοῦμε». Καὶ μ’ ἔπιασε ναυτία.: [916, 1241, 1324, 1321]
- train-row: [1336, 1106, 1576, 1123]
- tv-ampm: μ.μ.: [308, 1186, 332, 1201]
- crossword-row-number: 5: [40, 887, 48, 902]
- tv-program: Τηλεοπτικὸν Εὐρωπαϊκὸν Φίλμ: [332, 786, 442, 817]
- train-arrival: ἄφιξις 14.15: [1456, 1140, 1534, 1155]
- tv-row: [268, 947, 468, 963]
- ads-block: [40, 1860, 468, 2130]
- tv-ampm: μ.μ.: [308, 980, 332, 995]
- tv-ampm: μ.μ.: [308, 899, 332, 914]
- restaurant-union-desc: ΤΟ ΕΣΤΙΑΤΟΡΙΟΝ ΠΟΥ ΔΙΑΤΗΡΕΙ ΤΗΝ ΠΑΡΑΔΟΣΙΝ ΤΗΣ ΚΛΑΣΣΙΚΗΣ ΚΟΥΖΙΝΑΣ ΚΑΙ ΤΟ ΜΠΑΡ. ΜΕ ΤΗΝ ΠΙΟ ΕΥΧΑΡΙΣΤΗ ΑΤΜΟΣΦΑΙΡΑ: [50, 2050, 458, 2092]
- crossword-across: ΟΡΙΖΟΝΤΙΩΣ: 1. ΜΠΕΡΖΕΡΑΚ. 2. ΠΑΛΑΙΑ — ΑΗΡ. 3. ΕΡΑΣΤΑΙ. 4. ΝΑΤ — ΟΣΤΙΑ. 5. ΕΜΑ — ΠΥ. — ΚΡ (ΚΑΠΑΣΟ). 6. ΛΑ — ΜΕΝ ΕΙ. 7. Ο ΝΤΙΚΕΝΣ. 8. ΥΝΙΑ — ΤΑ·ΙΜ. 9. ΣΑ. — ΣΠΑΤΑ.: [40, 1003, 260, 1099]
